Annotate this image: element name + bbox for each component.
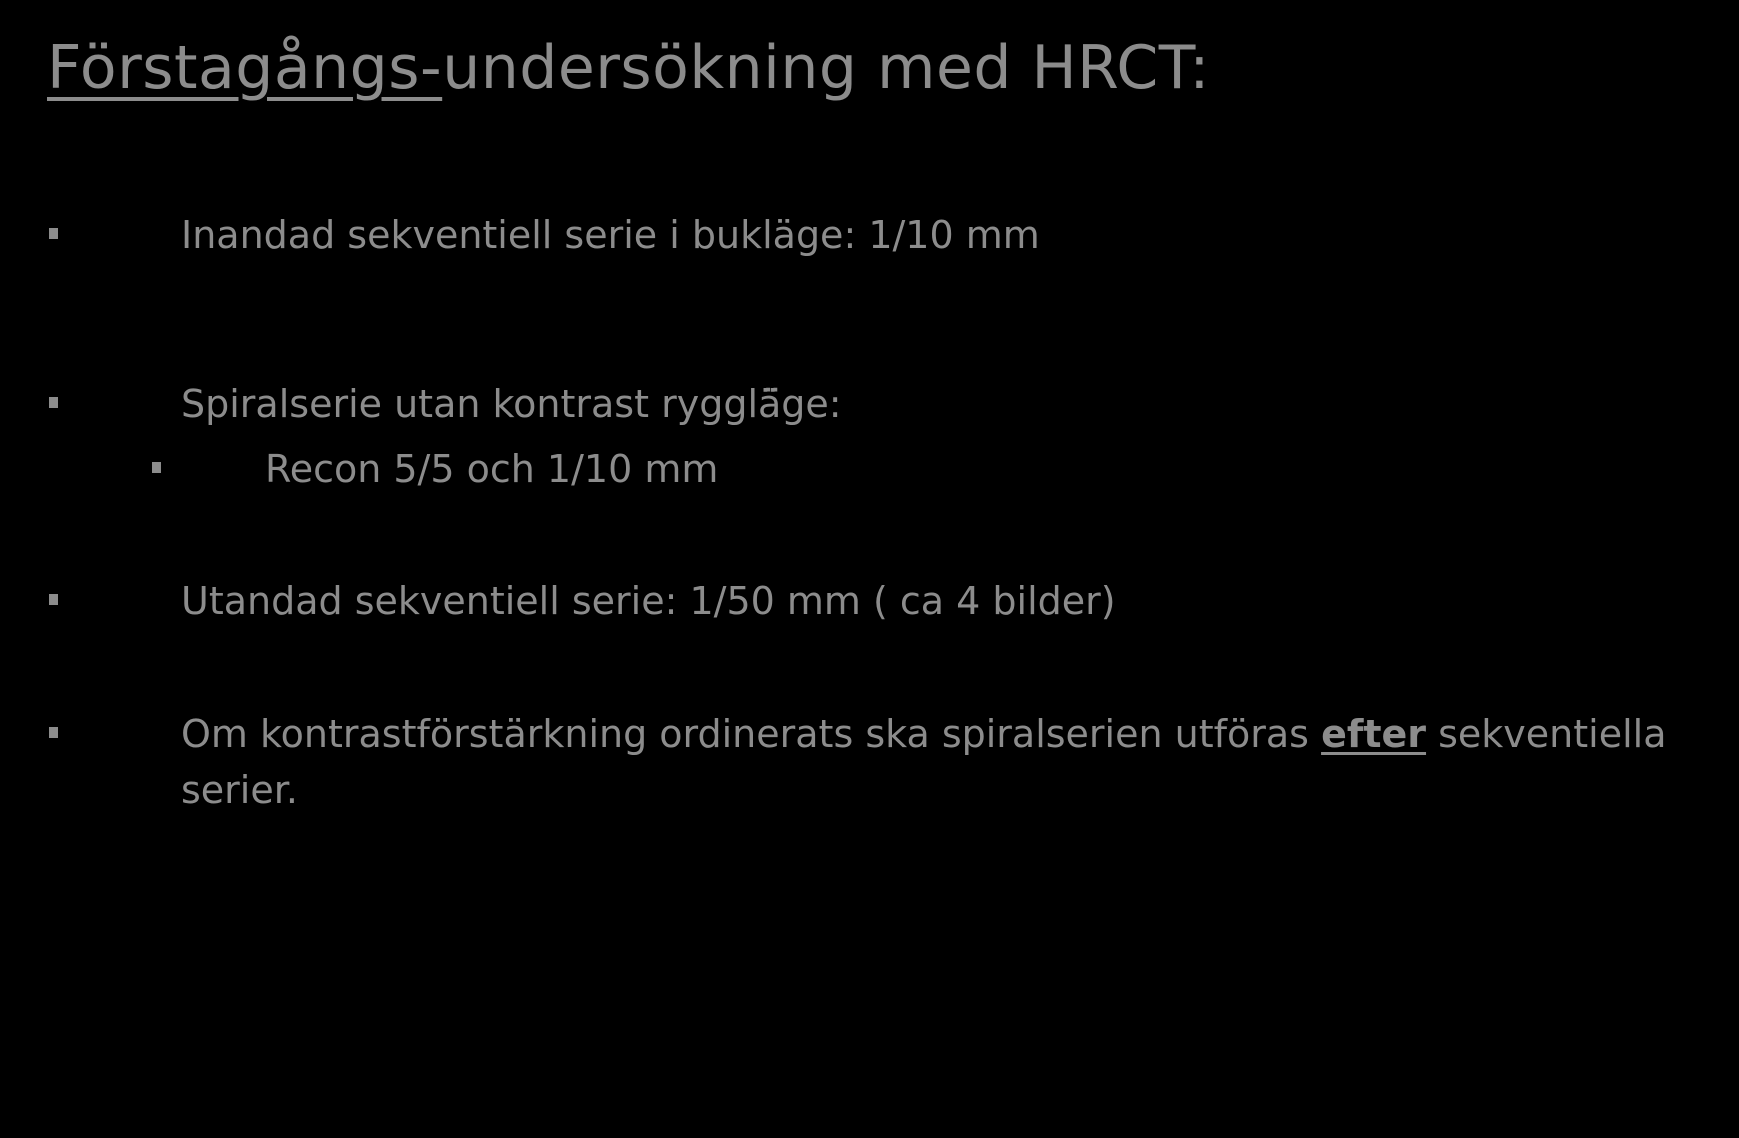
list-item: Utandad sekventiell serie: 1/50 mm ( ca 4 bilder) — [181, 579, 1116, 623]
slide-title-rest: undersökning med HRCT: — [442, 33, 1211, 103]
bullet-icon — [49, 397, 58, 408]
list-item-emphasis: efter — [1321, 712, 1427, 756]
list-item-text-after: sekventiella serier. — [181, 712, 1667, 812]
list-item: Spiralserie utan kontrast rygglä̈ge: — [181, 382, 842, 426]
bullet-icon — [49, 228, 58, 239]
sub-list-item: Recon 5/5 och 1/10 mm — [265, 447, 719, 491]
list-item — [181, 706, 1721, 818]
slide-title-underlined: Förstagångs- — [47, 33, 443, 103]
list-item-text-before: Om kontrastförstärkning ordinerats ska spiralserien utföras — [181, 712, 1322, 756]
list-item: Inandad sekventiell serie i bukläge: 1/10 mm — [181, 213, 1040, 257]
bullet-icon — [49, 594, 58, 605]
sub-bullet-icon — [152, 462, 161, 473]
bullet-icon — [49, 727, 58, 738]
slide-title — [47, 28, 1210, 108]
